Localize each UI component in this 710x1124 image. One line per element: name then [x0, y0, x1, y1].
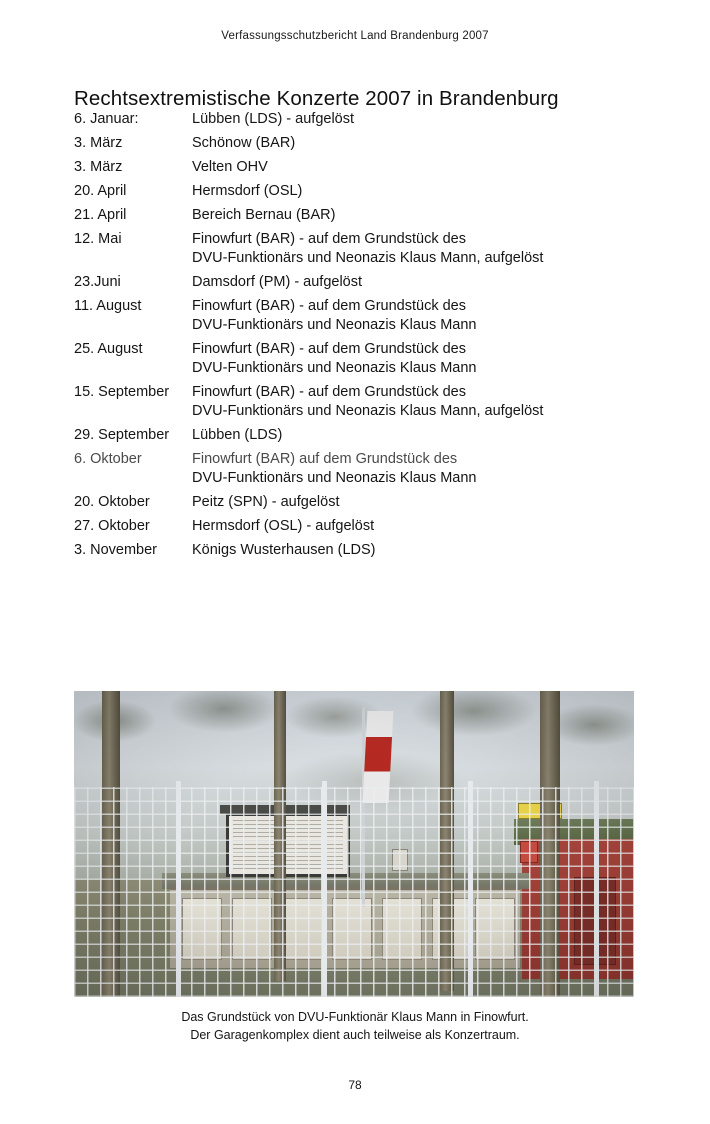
concert-date: 6. Januar: [74, 111, 139, 127]
concert-description [192, 230, 634, 268]
concert-description-line1: Lübben (LDS) - aufgelöst [192, 111, 355, 127]
concert-date: 27. Oktober [74, 518, 150, 534]
concert-date: 11. August [74, 298, 142, 314]
concert-description-line1: Velten OHV [192, 159, 268, 175]
concert-description [192, 450, 634, 488]
concert-description-line2: DVU-Funktionärs und Neonazis Klaus Mann [192, 470, 477, 486]
concert-description-line2: DVU-Funktionärs und Neonazis Klaus Mann, aufgelöst [192, 250, 544, 266]
concert-description-line1: Finowfurt (BAR) - auf dem Grundstück des [192, 231, 466, 247]
list-item [74, 340, 634, 378]
page-title: Rechtsextremistische Konzerte 2007 in Brandenburg [74, 86, 559, 110]
list-item [74, 230, 634, 268]
concert-description-line1: Hermsdorf (OSL) - aufgelöst [192, 518, 375, 534]
page-number: 78 [348, 1078, 362, 1092]
list-item [74, 110, 634, 129]
photo-image [74, 691, 634, 997]
concert-date: 12. Mai [74, 231, 122, 247]
concert-description [192, 273, 634, 292]
list-item [74, 493, 634, 512]
concert-date: 21. April [74, 207, 127, 223]
concert-date: 3. November [74, 542, 158, 558]
concert-date: 25. August [74, 341, 143, 357]
concert-date: 6. Oktober [74, 451, 142, 467]
concert-date: 3. März [74, 135, 123, 151]
concert-description [192, 182, 634, 201]
list-item [74, 450, 634, 488]
list-item [74, 517, 634, 536]
concert-description-line1: Königs Wusterhausen (LDS) [192, 542, 376, 558]
concert-description [192, 110, 634, 129]
list-item [74, 182, 634, 201]
concert-description [192, 340, 634, 378]
concert-list [74, 110, 634, 565]
concert-description-line1: Lübben (LDS) [192, 427, 283, 443]
concert-date: 3. März [74, 159, 123, 175]
photo-figure [74, 691, 634, 997]
concert-description-line2: DVU-Funktionärs und Neonazis Klaus Mann [192, 317, 477, 333]
concert-date: 29. September [74, 427, 170, 443]
list-item [74, 541, 634, 560]
concert-description-line1: Damsdorf (PM) - aufgelöst [192, 274, 363, 290]
concert-description [192, 383, 634, 421]
figure-caption [0, 1008, 710, 1044]
concert-description [192, 206, 634, 225]
concert-description [192, 134, 634, 153]
list-item [74, 426, 634, 445]
list-item [74, 297, 634, 335]
concert-description [192, 517, 634, 536]
concert-description-line1: Peitz (SPN) - aufgelöst [192, 494, 340, 510]
concert-description-line1: Hermsdorf (OSL) [192, 183, 303, 199]
concert-description-line2: DVU-Funktionärs und Neonazis Klaus Mann, aufgelöst [192, 403, 544, 419]
concert-description [192, 297, 634, 335]
concert-description-line1: Finowfurt (BAR) - auf dem Grundstück des [192, 341, 466, 357]
concert-description [192, 541, 634, 560]
list-item [74, 273, 634, 292]
concert-description-line1: Finowfurt (BAR) auf dem Grundstück des [192, 451, 458, 467]
figure-caption-line1: Das Grundstück von DVU-Funktionär Klaus Mann in Finowfurt. [181, 1010, 529, 1024]
concert-description [192, 426, 634, 445]
running-head: Verfassungsschutzbericht Land Brandenburg 2007 [221, 30, 489, 42]
list-item [74, 383, 634, 421]
list-item [74, 158, 634, 177]
list-item [74, 206, 634, 225]
figure-caption-line2: Der Garagenkomplex dient auch teilweise als Konzertraum. [190, 1028, 520, 1042]
concert-description-line2: DVU-Funktionärs und Neonazis Klaus Mann [192, 360, 477, 376]
concert-date: 23.Juni [74, 274, 121, 290]
concert-description-line1: Finowfurt (BAR) - auf dem Grundstück des [192, 298, 466, 314]
concert-description-line1: Finowfurt (BAR) - auf dem Grundstück des [192, 384, 466, 400]
concert-date: 20. April [74, 183, 127, 199]
concert-description-line1: Bereich Bernau (BAR) [192, 207, 336, 223]
photo-vignette [74, 691, 634, 997]
list-item [74, 134, 634, 153]
concert-date: 20. Oktober [74, 494, 150, 510]
concert-description [192, 158, 634, 177]
concert-description [192, 493, 634, 512]
concert-date: 15. September [74, 384, 170, 400]
concert-description-line1: Schönow (BAR) [192, 135, 296, 151]
